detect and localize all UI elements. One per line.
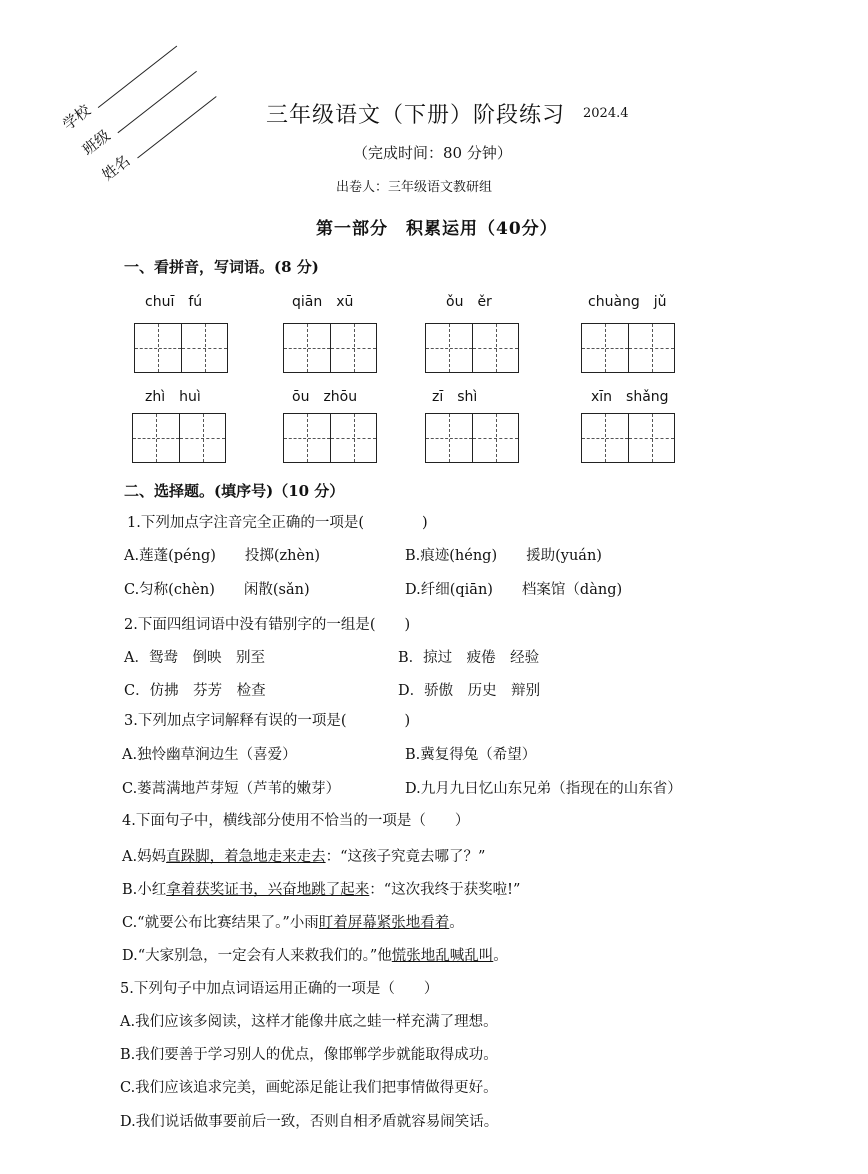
q3-option-d[interactable]: D.九月九日忆山东兄弟（指现在的山东省） [405,781,682,797]
q3-option-a[interactable]: A.独怜幽草涧边生（喜爱） [122,747,297,763]
q5-option-a[interactable]: A.我们应该多阅读，这样才能像井底之蛙一样充满了理想。 [120,1014,498,1030]
writing-grid[interactable] [283,323,377,373]
writing-grid[interactable] [581,413,675,463]
writing-grid[interactable] [283,413,377,463]
q4-option-a[interactable] [122,845,485,866]
q4-a-prefix: A.妈妈 [122,849,167,865]
question-2: 2.下面四组词语中没有错别字的一组是( ) [124,617,411,633]
pinyin-label: chuàng jǔ [588,294,667,310]
pinyin-label: qiān xū [292,294,354,310]
q4-c-underlined: 盯着屏幕紧张地看着 [318,915,450,931]
pinyin-label: zhì huì [145,389,201,405]
school-line[interactable] [98,46,177,108]
name-line[interactable] [137,96,216,158]
q4-a-suffix: ：“这孩子究竟去哪了？” [325,849,486,865]
q4-d-prefix: D.“大家别急，一定会有人来救我们的。”他 [122,948,392,964]
q2-option-d[interactable]: D．骄傲 历史 辩别 [398,683,541,699]
q1-option-d[interactable]: D.纤细(qiān) 档案馆（dàng) [405,582,623,598]
exam-author: 出卷人：三年级语文教研组 [336,180,493,195]
exam-time: （完成时间：80 分钟） [353,144,512,162]
q1-option-c[interactable]: C.匀称(chèn) 闲散(sǎn) [124,582,310,598]
q4-b-underlined: 拿着获奖证书，兴奋地跳了起来 [166,882,370,898]
q4-d-underlined: 慌张地乱喊乱叫 [391,948,494,964]
student-info-area [58,26,232,189]
section-1-heading: 一、看拼音，写词语。(8 分) [124,258,319,276]
q4-d-suffix: 。 [493,948,508,964]
q2-option-c[interactable]: C．仿拂 芬芳 检查 [124,683,266,699]
pinyin-label: ǒu ěr [446,294,492,310]
q4-option-b[interactable] [122,878,520,899]
writing-grid[interactable] [132,413,226,463]
question-5: 5.下列句子中加点词语运用正确的一项是（ ） [120,981,439,997]
q3-option-c[interactable]: C.蒌蒿满地芦芽短（芦苇的嫩芽） [122,781,341,797]
q2-option-b[interactable]: B．掠过 疲倦 经验 [398,650,540,666]
q3-option-b[interactable]: B.冀复得兔（希望） [405,747,537,763]
school-label: 学校 [59,101,94,134]
name-label: 姓名 [98,151,134,185]
q1-option-a[interactable]: A.莲蓬(péng) 投掷(zhèn) [124,548,321,564]
q1-option-b[interactable]: B.痕迹(héng) 援助(yuán) [405,548,602,564]
q4-b-prefix: B.小红 [122,882,167,898]
q4-c-suffix: 。 [449,915,464,931]
writing-grid[interactable] [134,323,228,373]
q5-option-c[interactable]: C.我们应该追求完美，画蛇添足能让我们把事情做得更好。 [120,1080,498,1096]
q4-c-prefix: C.“就要公布比赛结果了。”小雨 [122,915,319,931]
writing-grid[interactable] [581,323,675,373]
writing-grid[interactable] [425,323,519,373]
section-2-heading: 二、选择题。(填序号)（10 分） [124,482,345,500]
pinyin-label: zī shì [432,389,478,405]
question-1: 1.下列加点字注音完全正确的一项是( ) [127,515,428,531]
q5-option-b[interactable]: B.我们要善于学习别人的优点，像邯郸学步就能取得成功。 [120,1047,498,1063]
part-heading: 第一部分 积累运用（40分） [316,219,558,239]
pinyin-label: chuī fú [145,294,203,310]
writing-grid[interactable] [425,413,519,463]
class-line[interactable] [117,71,196,133]
question-4: 4.下面句子中，横线部分使用不恰当的一项是（ ） [122,813,470,829]
page-title: 三年级语文（下册）阶段练习 [266,103,566,128]
exam-date: 2024.4 [583,106,629,121]
question-3: 3.下列加点字词解释有误的一项是( ) [124,713,411,729]
q4-option-d[interactable] [122,944,508,965]
class-label: 班级 [78,126,114,159]
q4-a-underlined: 直跺脚，着急地走来走去 [166,849,326,865]
pinyin-label: ōu zhōu [292,389,358,405]
q5-option-d[interactable]: D.我们说话做事要前后一致，否则自相矛盾就容易闹笑话。 [120,1114,499,1130]
q4-b-suffix: ：“这次我终于获奖啦!” [369,882,521,898]
pinyin-label: xīn shǎng [591,389,669,405]
q4-option-c[interactable] [122,911,464,932]
q2-option-a[interactable]: A．鸳鸯 倒映 别至 [124,650,265,666]
